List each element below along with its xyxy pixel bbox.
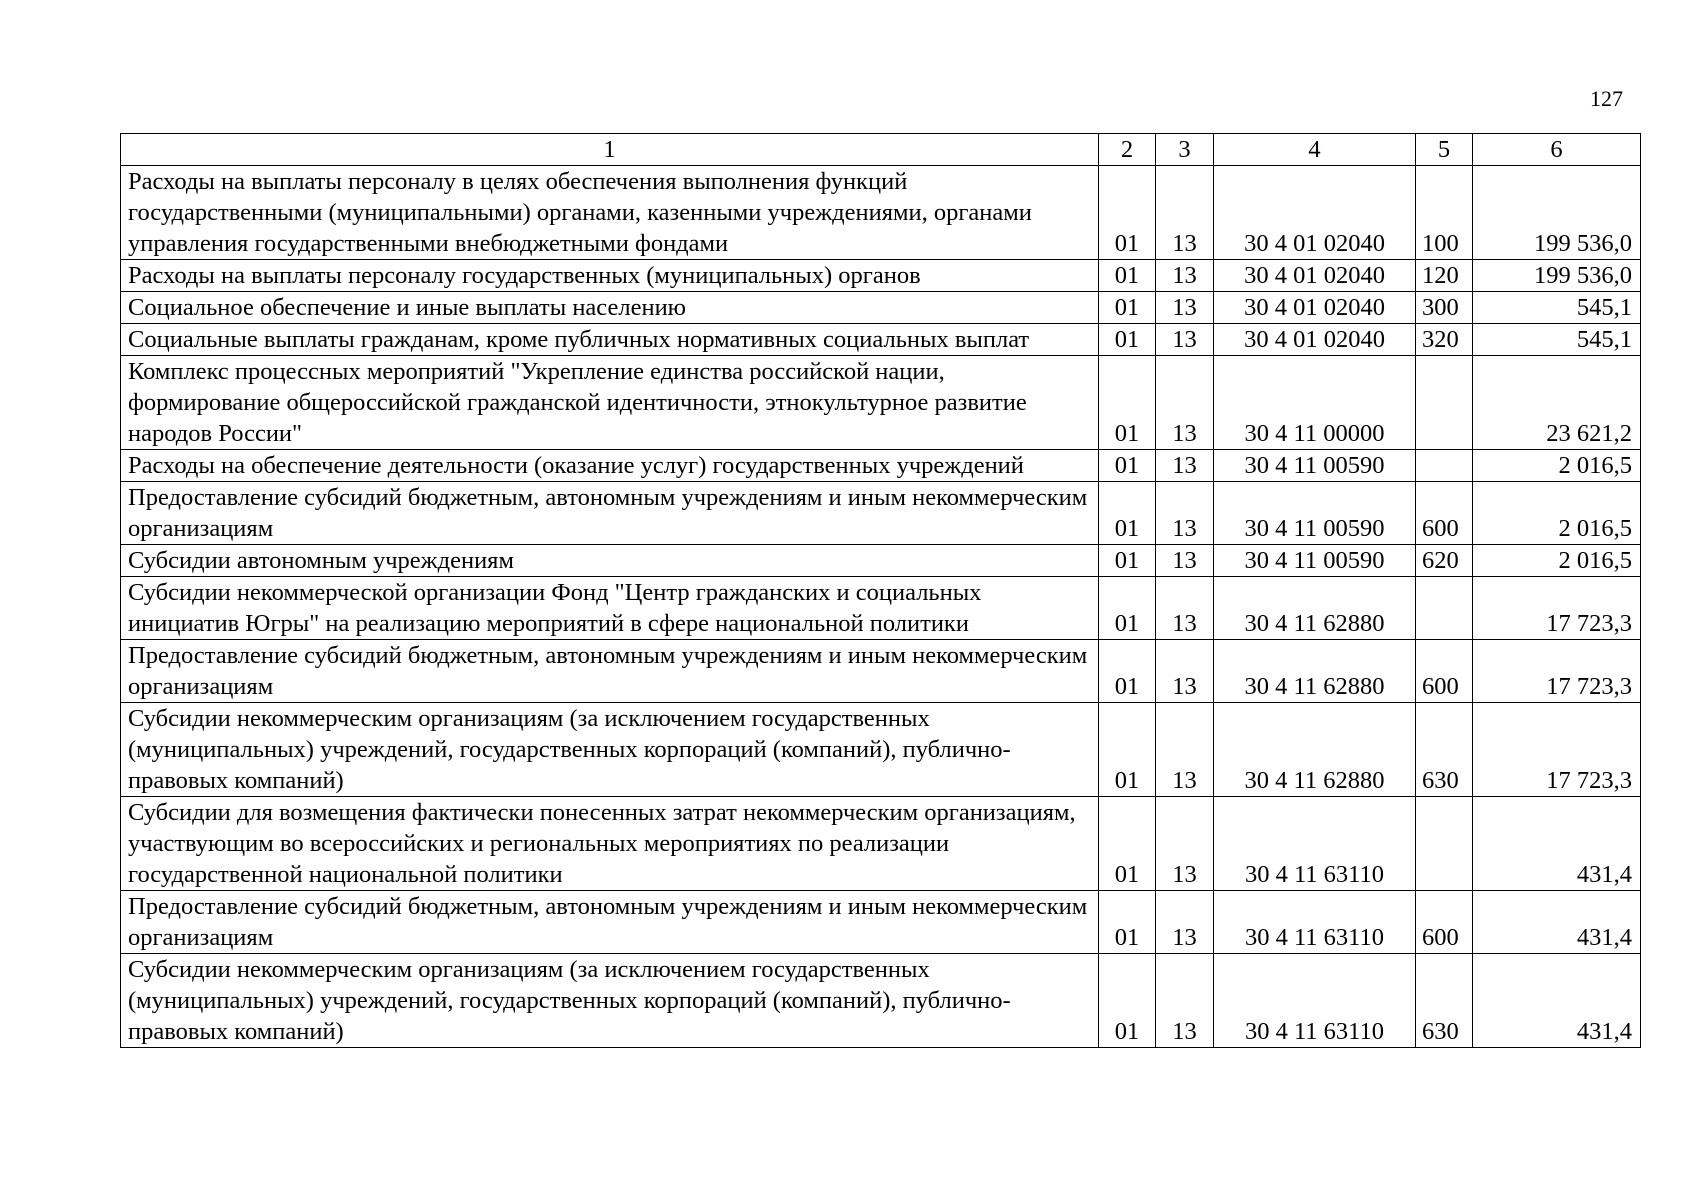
amount-cell: 545,1 <box>1473 292 1641 324</box>
header-col-2: 2 <box>1099 134 1156 166</box>
target-article-cell: 30 4 01 02040 <box>1214 324 1416 356</box>
header-col-3: 3 <box>1156 134 1214 166</box>
row-name-cell: Расходы на обеспечение деятельности (оказание услуг) государственных учреждений <box>121 450 1099 482</box>
row-name-cell: Субсидии для возмещения фактически понесенных затрат некоммерческим организациям, участвующим во всероссийских и региональных мероприятиях по реализации государственной национальной политики <box>121 797 1099 891</box>
subsection-code-cell: 13 <box>1156 450 1214 482</box>
section-code-cell: 01 <box>1099 703 1156 797</box>
expense-type-cell <box>1416 356 1473 450</box>
section-code-cell: 01 <box>1099 797 1156 891</box>
row-name-cell: Субсидии некоммерческим организациям (за исключением государственных (муниципальных) учреждений, государственных корпораций (компаний), публично-правовых компаний) <box>121 703 1099 797</box>
subsection-code-cell: 13 <box>1156 324 1214 356</box>
table-row <box>121 450 1641 482</box>
target-article-cell: 30 4 11 63110 <box>1214 954 1416 1048</box>
subsection-code-cell: 13 <box>1156 703 1214 797</box>
expense-type-cell: 630 <box>1416 954 1473 1048</box>
target-article-cell: 30 4 11 63110 <box>1214 797 1416 891</box>
table-row <box>121 640 1641 703</box>
target-article-cell: 30 4 11 00590 <box>1214 545 1416 577</box>
table-body <box>121 166 1641 1048</box>
table-row <box>121 545 1641 577</box>
section-code-cell: 01 <box>1099 891 1156 954</box>
expense-type-cell: 600 <box>1416 482 1473 545</box>
table-row <box>121 954 1641 1048</box>
expense-type-cell: 620 <box>1416 545 1473 577</box>
expense-type-cell: 100 <box>1416 166 1473 260</box>
section-code-cell: 01 <box>1099 292 1156 324</box>
row-name-cell: Расходы на выплаты персоналу государственных (муниципальных) органов <box>121 260 1099 292</box>
section-code-cell: 01 <box>1099 324 1156 356</box>
expense-type-cell <box>1416 797 1473 891</box>
row-name-cell: Социальные выплаты гражданам, кроме публичных нормативных социальных выплат <box>121 324 1099 356</box>
target-article-cell: 30 4 01 02040 <box>1214 166 1416 260</box>
section-code-cell: 01 <box>1099 482 1156 545</box>
target-article-cell: 30 4 01 02040 <box>1214 260 1416 292</box>
table-row <box>121 891 1641 954</box>
section-code-cell: 01 <box>1099 640 1156 703</box>
row-name-cell: Предоставление субсидий бюджетным, автономным учреждениям и иным некоммерческим организациям <box>121 891 1099 954</box>
subsection-code-cell: 13 <box>1156 954 1214 1048</box>
amount-cell: 431,4 <box>1473 891 1641 954</box>
header-col-4: 4 <box>1214 134 1416 166</box>
row-name-cell: Предоставление субсидий бюджетным, автономным учреждениям и иным некоммерческим организациям <box>121 640 1099 703</box>
row-name-cell: Предоставление субсидий бюджетным, автономным учреждениям и иным некоммерческим организациям <box>121 482 1099 545</box>
expense-type-cell: 300 <box>1416 292 1473 324</box>
table-row <box>121 482 1641 545</box>
subsection-code-cell: 13 <box>1156 260 1214 292</box>
table-row <box>121 292 1641 324</box>
target-article-cell: 30 4 01 02040 <box>1214 292 1416 324</box>
amount-cell: 17 723,3 <box>1473 577 1641 640</box>
amount-cell: 17 723,3 <box>1473 640 1641 703</box>
subsection-code-cell: 13 <box>1156 545 1214 577</box>
amount-cell: 431,4 <box>1473 797 1641 891</box>
expense-type-cell: 600 <box>1416 640 1473 703</box>
subsection-code-cell: 13 <box>1156 356 1214 450</box>
expense-type-cell: 320 <box>1416 324 1473 356</box>
target-article-cell: 30 4 11 00590 <box>1214 482 1416 545</box>
target-article-cell: 30 4 11 62880 <box>1214 577 1416 640</box>
header-col-6: 6 <box>1473 134 1641 166</box>
table-row <box>121 703 1641 797</box>
subsection-code-cell: 13 <box>1156 640 1214 703</box>
target-article-cell: 30 4 11 00590 <box>1214 450 1416 482</box>
subsection-code-cell: 13 <box>1156 166 1214 260</box>
subsection-code-cell: 13 <box>1156 482 1214 545</box>
target-article-cell: 30 4 11 62880 <box>1214 640 1416 703</box>
table-row <box>121 324 1641 356</box>
amount-cell: 2 016,5 <box>1473 482 1641 545</box>
table-row <box>121 577 1641 640</box>
section-code-cell: 01 <box>1099 545 1156 577</box>
row-name-cell: Социальное обеспечение и иные выплаты населению <box>121 292 1099 324</box>
expense-type-cell: 600 <box>1416 891 1473 954</box>
header-col-1: 1 <box>121 134 1099 166</box>
section-code-cell: 01 <box>1099 356 1156 450</box>
table-row <box>121 260 1641 292</box>
table-row <box>121 356 1641 450</box>
subsection-code-cell: 13 <box>1156 797 1214 891</box>
row-name-cell: Расходы на выплаты персоналу в целях обеспечения выполнения функций государственными (муниципальными) органами, казенными учреждениями, органами управления государственными внебюджетными фондами <box>121 166 1099 260</box>
section-code-cell: 01 <box>1099 954 1156 1048</box>
amount-cell: 2 016,5 <box>1473 450 1641 482</box>
section-code-cell: 01 <box>1099 450 1156 482</box>
expense-type-cell: 120 <box>1416 260 1473 292</box>
header-col-5: 5 <box>1416 134 1473 166</box>
subsection-code-cell: 13 <box>1156 292 1214 324</box>
amount-cell: 199 536,0 <box>1473 260 1641 292</box>
section-code-cell: 01 <box>1099 260 1156 292</box>
header-row <box>121 134 1641 166</box>
subsection-code-cell: 13 <box>1156 891 1214 954</box>
amount-cell: 199 536,0 <box>1473 166 1641 260</box>
amount-cell: 23 621,2 <box>1473 356 1641 450</box>
subsection-code-cell: 13 <box>1156 577 1214 640</box>
row-name-cell: Субсидии некоммерческим организациям (за исключением государственных (муниципальных) учреждений, государственных корпораций (компаний), публично-правовых компаний) <box>121 954 1099 1048</box>
amount-cell: 545,1 <box>1473 324 1641 356</box>
target-article-cell: 30 4 11 63110 <box>1214 891 1416 954</box>
section-code-cell: 01 <box>1099 166 1156 260</box>
amount-cell: 431,4 <box>1473 954 1641 1048</box>
row-name-cell: Субсидии автономным учреждениям <box>121 545 1099 577</box>
expense-type-cell <box>1416 577 1473 640</box>
section-code-cell: 01 <box>1099 577 1156 640</box>
expense-type-cell <box>1416 450 1473 482</box>
target-article-cell: 30 4 11 62880 <box>1214 703 1416 797</box>
budget-table <box>120 133 1641 1048</box>
amount-cell: 2 016,5 <box>1473 545 1641 577</box>
expense-type-cell: 630 <box>1416 703 1473 797</box>
page-number: 127 <box>1590 86 1623 111</box>
row-name-cell: Комплекс процессных мероприятий "Укрепление единства российской нации, формирование общероссийской гражданской идентичности, этнокультурное развитие народов России" <box>121 356 1099 450</box>
target-article-cell: 30 4 11 00000 <box>1214 356 1416 450</box>
table-row <box>121 166 1641 260</box>
table-row <box>121 797 1641 891</box>
amount-cell: 17 723,3 <box>1473 703 1641 797</box>
row-name-cell: Субсидии некоммерческой организации Фонд "Центр гражданских и социальных инициатив Югры" на реализацию мероприятий в сфере национальной политики <box>121 577 1099 640</box>
